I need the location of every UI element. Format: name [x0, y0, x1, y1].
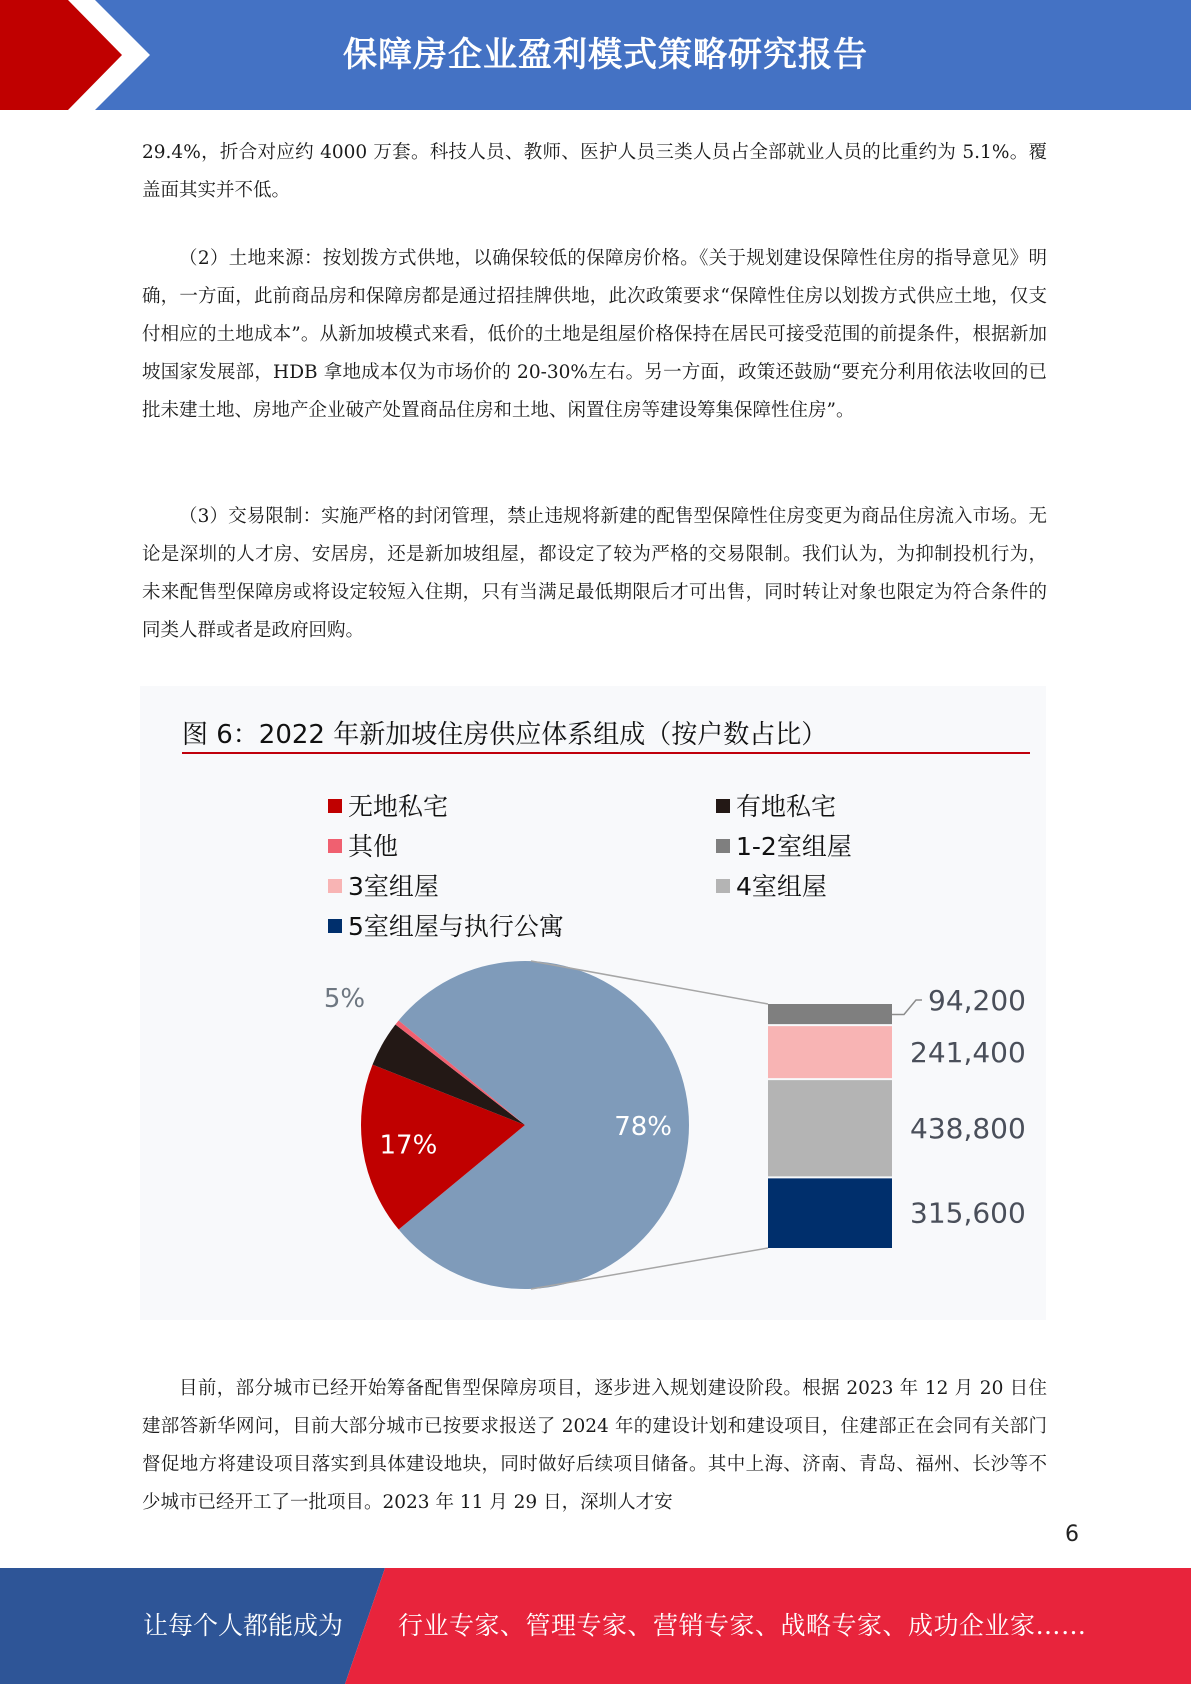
page-footer	[0, 1568, 1191, 1684]
bar-segment	[768, 1079, 892, 1177]
bar-data-label: 438,800	[910, 1112, 1026, 1146]
leader-line	[892, 1000, 922, 1015]
legend-label: 1-2室组屋	[736, 832, 852, 861]
paragraph-1	[142, 134, 1047, 210]
paragraph-3-text: （3）交易限制：实施严格的封闭管理，禁止违规将新建的配售型保障性住房变更为商品住房流入市场。无论是深圳的人才房、安居房，还是新加坡组屋，都设定了较为严格的交易限制。我们认为，为抑制投机行为，未来配售型保障房或将设定较短入住期，只有当满足最低期限后才可出售，同时转让对象也限定为符合条件的同类人群或者是政府回购。	[142, 506, 1047, 641]
legend-label: 5室组屋与执行公寓	[348, 912, 564, 941]
paragraph-2-text: （2）土地来源：按划拨方式供地，以确保较低的保障房价格。《关于规划建设保障性住房的指导意见》明确，一方面，此前商品房和保障房都是通过招挂牌供地，此次政策要求“保障性住房以划拨方式供应土地，仅支付相应的土地成本”。从新加坡模式来看，低价的土地是组屋价格保持在居民可接受范围的前提条件，根据新加坡国家发展部，HDB 拿地成本仅为市场价的 20-30%左右。另一方面，政策还鼓励“要充分利用依法收回的已批未建土地、房地产企业破产处置商品住房和土地、闲置住房等建设筹集保障性住房”。	[142, 248, 1047, 421]
pie-of-bar-chart	[140, 686, 1046, 1320]
paragraph-4-text: 目前，部分城市已经开始筹备配售型保障房项目，逐步进入规划建设阶段。根据 2023 年 12 月 20 日住建部答新华网问，目前大部分城市已按要求报送了 2024 年的建设计划和建设项目，住建部正在会同有关部门督促地方将建设项目落实到具体建设地块，同时做好后续项目储备。其中上海、济南、青岛、福州、长沙等不少城市已经开工了一批项目。2023 年 11 月 29 日，深圳人才安	[142, 1378, 1047, 1513]
paragraph-2	[142, 240, 1047, 430]
page-number: 6	[1065, 1522, 1079, 1547]
pie-data-label: 5%	[323, 983, 366, 1014]
figure-6	[140, 686, 1046, 1320]
bar-data-label: 241,400	[910, 1036, 1026, 1070]
bar-segment	[768, 1004, 892, 1025]
legend-label: 有地私宅	[736, 792, 837, 821]
pie-data-label: 17%	[379, 1130, 438, 1161]
footer-slogan-left: 让每个人都能成为	[143, 1611, 344, 1640]
legend-label: 无地私宅	[348, 792, 449, 821]
bar-segment	[768, 1025, 892, 1079]
page-header	[0, 0, 1191, 110]
report-title: 保障房企业盈利模式策略研究报告	[343, 35, 868, 75]
legend-label: 4室组屋	[736, 872, 827, 901]
bar-data-label: 94,200	[928, 984, 1026, 1017]
footer-slogan-right: 行业专家、管理专家、营销专家、战略专家、成功企业家……	[398, 1611, 1087, 1640]
bar-data-label: 315,600	[910, 1196, 1026, 1230]
legend-label: 其他	[348, 832, 399, 861]
legend-label: 3室组屋	[348, 872, 439, 901]
figure-title: 图 6：2022 年新加坡住房供应体系组成（按户数占比）	[182, 720, 828, 750]
pie-data-label: 78%	[614, 1112, 672, 1142]
bar-segment	[768, 1177, 892, 1248]
paragraph-3	[142, 498, 1047, 650]
paragraph-1-text: 29.4%，折合对应约 4000 万套。科技人员、教师、医护人员三类人员占全部就业人员的比重约为 5.1%。覆盖面其实并不低。	[142, 142, 1047, 201]
paragraph-4	[142, 1370, 1047, 1522]
